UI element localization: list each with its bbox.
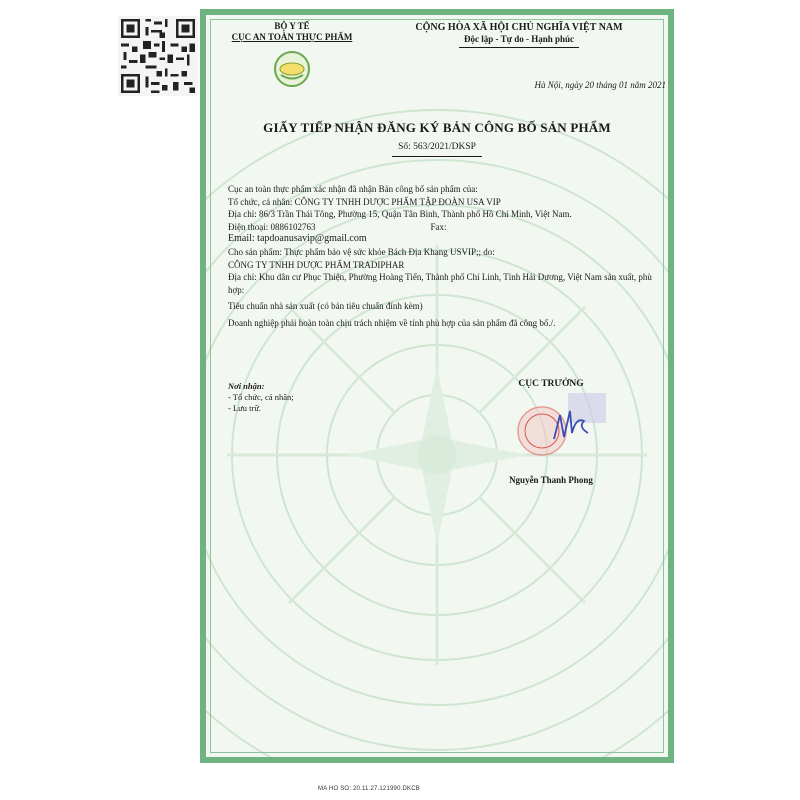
recipients	[228, 381, 388, 414]
red-seal-stamp	[514, 393, 606, 463]
motto-underline	[459, 47, 579, 48]
ministry-name: BỘ Y TẾ	[274, 21, 310, 31]
product-line: Cho sản phẩm: Thực phẩm bảo vệ sức khỏe Bách Địa Khang USVIP;; do:	[228, 246, 495, 257]
standard-line: Tiêu chuẩn nhà sản xuất (có bản tiêu chuẩn đính kèm)	[228, 301, 423, 312]
responsibility-line: Doanh nghiệp phải hoàn toàn chịu trách nhiệm về tính phù hợp của sản phẩm đã công bố./.	[228, 317, 556, 328]
document-number: Số: 563/2021/DKSP	[398, 142, 476, 152]
issue-date: Hà Nội, ngày 20 tháng 01 năm 2021	[534, 80, 666, 90]
fax-text: Fax:	[430, 221, 447, 232]
agency-name: CỤC AN TOÀN THỰC PHẨM	[231, 32, 353, 43]
number-underline	[392, 156, 482, 157]
recipient-item: - Lưu trữ.	[228, 403, 262, 413]
email-line: Email: tapdoanusavip@gmail.com	[228, 233, 367, 245]
certificate-page	[200, 9, 674, 763]
qr-code-icon	[118, 16, 198, 96]
signer-name: Nguyễn Thanh Phong	[509, 475, 593, 485]
national-motto: Độc lập - Tự do - Hạnh phúc	[463, 34, 574, 44]
issuer-header	[212, 21, 372, 44]
manufacturer-line: CÔNG TY TNHH DƯỢC PHẨM TRADIPHAR	[228, 259, 405, 270]
record-code: MA HO SO: 20.11.27.121990.DKCB	[318, 786, 420, 792]
recipient-item: - Tổ chức, cá nhân;	[228, 392, 294, 402]
country-name: CỘNG HÒA XÃ HỘI CHỦ NGHĨA VIỆT NAM	[415, 22, 623, 33]
qr-code	[118, 16, 198, 96]
national-header	[366, 21, 672, 48]
agency-logo-icon	[272, 49, 312, 89]
manufacturer-address: Địa chỉ: Khu dân cư Phục Thiện, Phường Hoàng Tiến, Thành phố Chí Linh, Tỉnh Hải Dương, Việt Nam sản xuất, phù hợp:	[228, 272, 652, 295]
address-line: Địa chỉ: 86/3 Trần Thái Tông, Phường 15, Quận Tân Bình, Thành phố Hồ Chí Minh, Việt Nam.	[228, 209, 572, 220]
signer-title: CỤC TRƯỞNG	[518, 379, 584, 389]
document-title: GIẤY TIẾP NHẬN ĐĂNG KÝ BẢN CÔNG BỐ SẢN PHẨM	[263, 120, 611, 135]
certificate-body	[228, 183, 658, 330]
intro-line: Cục an toàn thực phẩm xác nhận đã nhận Bản công bố sản phẩm của:	[228, 184, 478, 194]
recipients-heading: Nơi nhận:	[228, 381, 265, 391]
contact-line	[228, 221, 658, 234]
organization-line: Tổ chức, cá nhân: CÔNG TY TNHH DƯỢC PHẨM TẬP ĐOÀN USA VIP	[228, 196, 501, 207]
phone-text: Điện thoại: 0886102763	[228, 221, 316, 232]
